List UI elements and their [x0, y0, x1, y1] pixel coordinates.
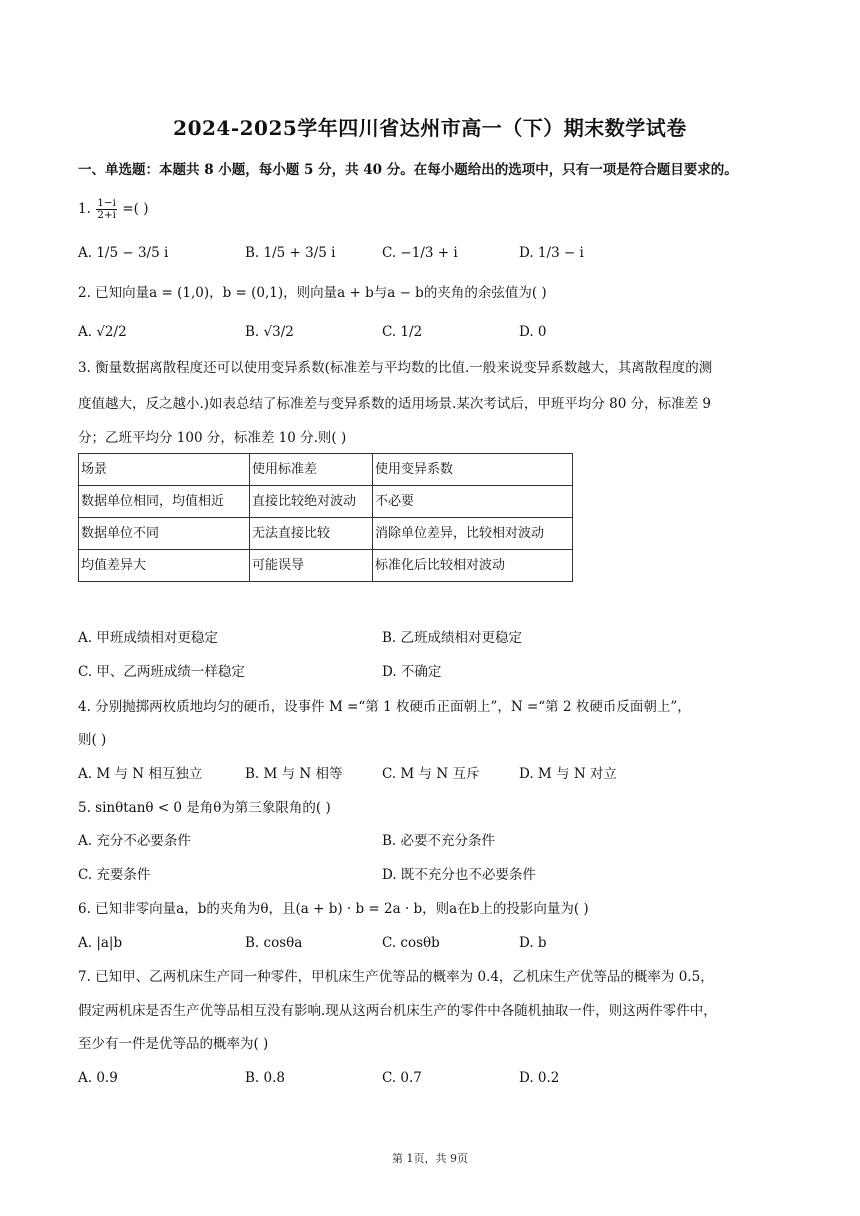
q7-option-a: A. 0.9 — [78, 1070, 118, 1086]
question-3-line-2: 度值越大，反之越小.)如表总结了标准差与变异系数的适用场景.某次考试后，甲班平均分 80 分，标准差 9 — [78, 396, 711, 412]
question-7-line-3: 至少有一件是优等品的概率为( ) — [78, 1036, 269, 1052]
q2-option-b: B. √3/2 — [245, 324, 294, 340]
fraction-numerator: 1−i — [97, 197, 117, 209]
q4-option-d: D. M 与 N 对立 — [519, 766, 617, 782]
q1-option-d: D. 1/3 − i — [519, 245, 584, 261]
q3-option-b: B. 乙班成绩相对更稳定 — [382, 630, 523, 646]
table-cell: 使用标准差 — [250, 454, 373, 486]
section-heading: 一、单选题：本题共 8 小题，每小题 5 分，共 40 分。在每小题给出的选项中，只有一项是符合题目要求的。 — [78, 162, 738, 178]
q7-option-c: C. 0.7 — [382, 1070, 422, 1086]
table-cell: 数据单位相同，均值相近 — [79, 486, 250, 518]
q5-option-b: B. 必要不充分条件 — [382, 833, 496, 849]
q1-option-b: B. 1/5 + 3/5 i — [245, 245, 336, 261]
q4-option-b: B. M 与 N 相等 — [245, 766, 343, 782]
q7-option-d: D. 0.2 — [519, 1070, 560, 1086]
question-3-line-1: 3. 衡量数据离散程度还可以使用变异系数(标准差与平均数的比值.一般来说变异系数越大，其离散程度的测 — [78, 360, 713, 376]
table-row — [79, 550, 573, 582]
q5-option-c: C. 充要条件 — [78, 867, 151, 883]
q7-option-b: B. 0.8 — [245, 1070, 285, 1086]
q2-option-d: D. 0 — [519, 324, 547, 340]
q4-option-a: A. M 与 N 相互独立 — [78, 766, 203, 782]
table-cell: 可能误导 — [250, 550, 373, 582]
q1-option-a: A. 1/5 − 3/5 i — [78, 245, 169, 261]
question-tail: =( ) — [122, 201, 149, 217]
table-cell: 数据单位不同 — [79, 518, 250, 550]
table-cell: 均值差异大 — [79, 550, 250, 582]
table-row — [79, 454, 573, 486]
q4-option-c: C. M 与 N 互斥 — [382, 766, 480, 782]
table-cell: 无法直接比较 — [250, 518, 373, 550]
fraction-denominator: 2+i — [97, 209, 117, 221]
page-footer: 第 1页，共 9页 — [392, 1152, 468, 1165]
q6-option-d: D. b — [519, 935, 547, 951]
question-5: 5. sinθtanθ < 0 是角θ为第三象限角的( ) — [78, 800, 331, 816]
table-cell: 不必要 — [373, 486, 573, 518]
page-title: 2024-2025学年四川省达州市高一（下）期末数学试卷 — [173, 116, 687, 140]
q3-option-a: A. 甲班成绩相对更稳定 — [78, 630, 218, 646]
question-4-line-1: 4. 分别抛掷两枚质地均匀的硬币，设事件 M =“第 1 枚硬币正面朝上”，N =“第 2 枚硬币反面朝上”， — [78, 699, 691, 715]
q5-option-a: A. 充分不必要条件 — [78, 833, 191, 849]
q6-option-b: B. cosθa — [245, 935, 303, 951]
question-2: 2. 已知向量a = (1,0)，b = (0,1)，则向量a + b与a − b的夹角的余弦值为( ) — [78, 285, 547, 301]
table-cell: 使用变异系数 — [373, 454, 573, 486]
table-cell: 消除单位差异，比较相对波动 — [373, 518, 573, 550]
table-cell: 标准化后比较相对波动 — [373, 550, 573, 582]
question-1 — [78, 198, 148, 221]
q1-option-c: C. −1/3 + i — [382, 245, 458, 261]
q3-option-c: C. 甲、乙两班成绩一样稳定 — [78, 664, 245, 680]
question-4-line-2: 则( ) — [78, 732, 107, 748]
q2-option-a: A. √2/2 — [78, 324, 127, 340]
q6-option-a: A. |a|b — [78, 935, 123, 951]
question-number: 1. — [78, 201, 91, 217]
question-7-line-1: 7. 已知甲、乙两机床生产同一种零件，甲机床生产优等品的概率为 0.4，乙机床生产优等品的概率为 0.5， — [78, 969, 714, 985]
question-6: 6. 已知非零向量a，b的夹角为θ，且(a + b) · b = 2a · b，则a在b上的投影向量为( ) — [78, 901, 589, 917]
q2-option-c: C. 1/2 — [382, 324, 423, 340]
question-7-line-2: 假定两机床是否生产优等品相互没有影响.现从这两台机床生产的零件中各随机抽取一件，则这两件零件中， — [78, 1003, 717, 1019]
table-row — [79, 486, 573, 518]
table-row — [79, 518, 573, 550]
question-3-line-3: 分；乙班平均分 100 分，标准差 10 分.则( ) — [78, 430, 347, 446]
fraction — [96, 198, 117, 221]
q6-option-c: C. cosθb — [382, 935, 440, 951]
q3-option-d: D. 不确定 — [382, 664, 442, 680]
table-cell: 场景 — [79, 454, 250, 486]
q5-option-d: D. 既不充分也不必要条件 — [382, 867, 536, 883]
comparison-table — [78, 453, 573, 582]
table-cell: 直接比较绝对波动 — [250, 486, 373, 518]
